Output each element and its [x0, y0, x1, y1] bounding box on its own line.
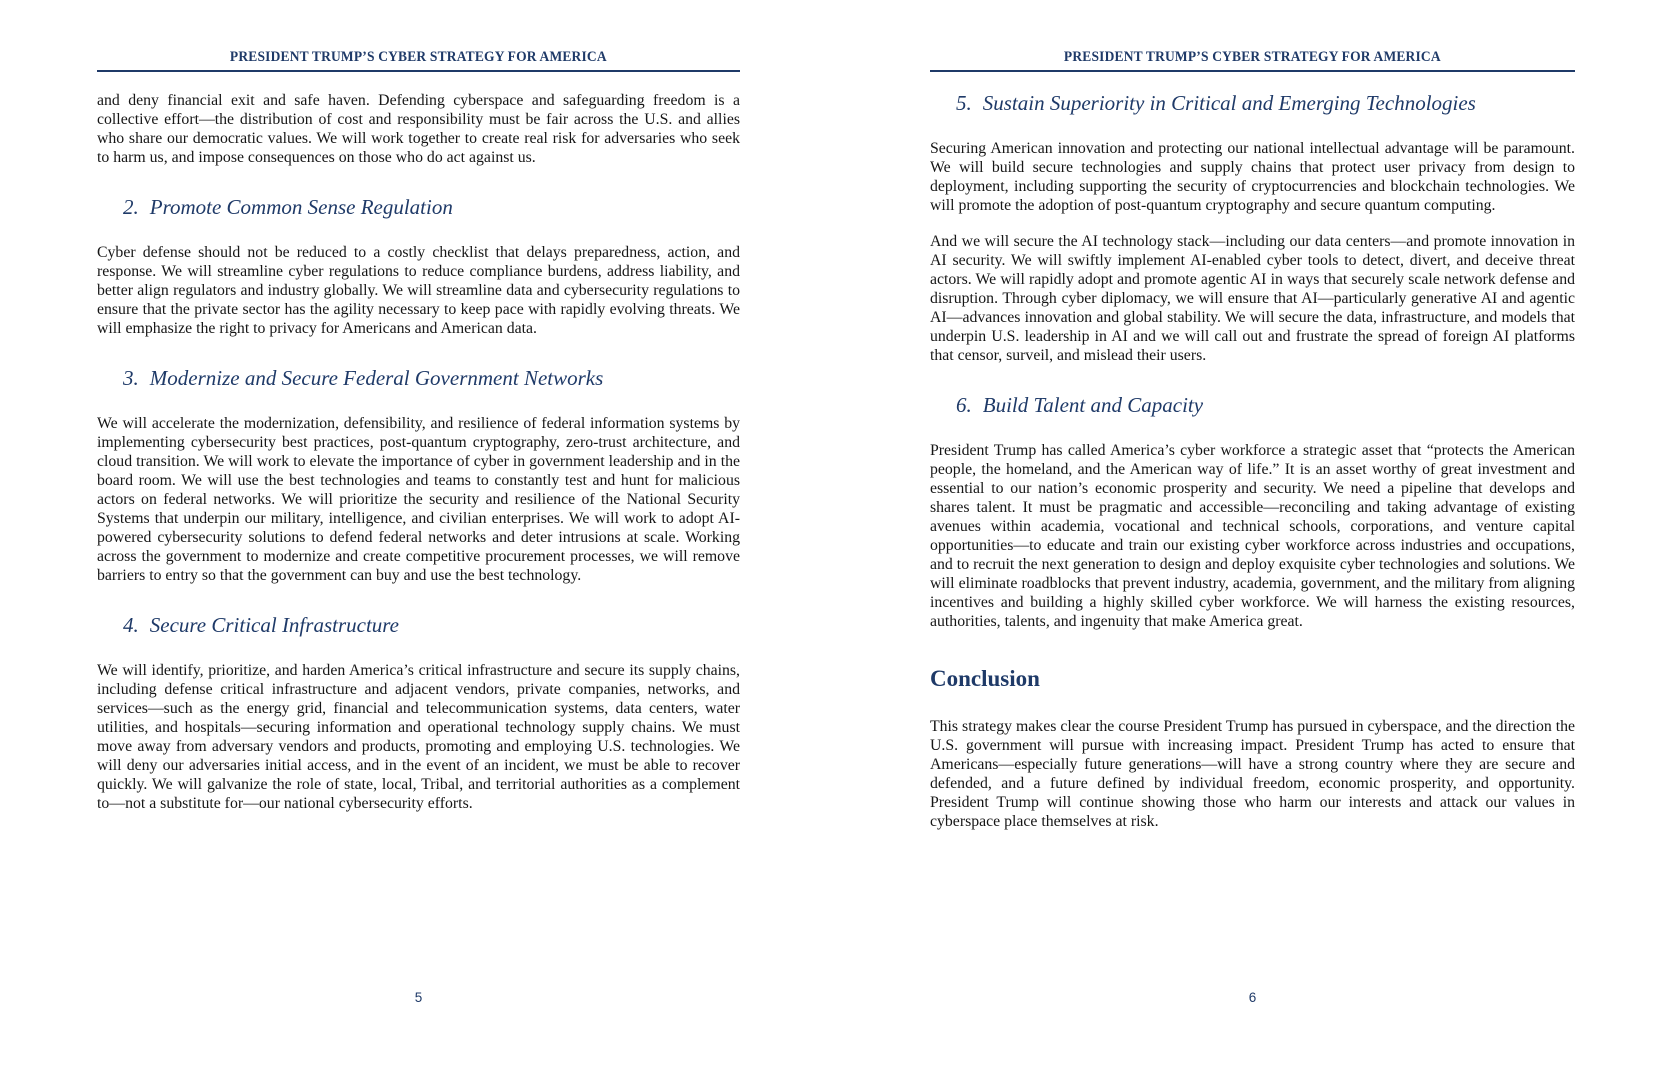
page-header [930, 48, 1575, 72]
conclusion-heading: Conclusion [930, 666, 1040, 691]
section-number: 6. [956, 393, 972, 417]
page-content [97, 72, 740, 813]
page-number: 5 [414, 990, 423, 1005]
section-title: Sustain Superiority in Critical and Emerging Technologies [982, 91, 1476, 115]
section-title: Build Talent and Capacity [982, 393, 1204, 417]
page-header-title: PRESIDENT TRUMP’S CYBER STRATEGY FOR AMERICA [1064, 49, 1441, 65]
section-number: 2. [123, 195, 139, 219]
page-content [930, 72, 1575, 831]
section-heading [956, 393, 1575, 418]
page-left [97, 0, 740, 1080]
body-paragraph: And we will secure the AI technology stack—including our data centers—and promote innovation in AI security. We will swiftly implement AI-enabled cyber tools to detect, divert, and deceive threat actors. We will rapidly adopt and promote agentic AI in ways that securely scale network defense and disruption. Through cyber diplomacy, we will ensure that AI—particularly generative AI and agentic AI—advances innovation and global stability. We will secure the data, infrastructure, and models that underpin U.S. leadership in AI and we will call out and frustrate the spread of foreign AI platforms that censor, surveil, and mislead their users. [930, 233, 1575, 364]
section-number: 3. [123, 366, 139, 390]
page-number: 6 [1248, 990, 1257, 1005]
body-paragraph: Securing American innovation and protecting our national intellectual advantage will be paramount. We will build secure technologies and supply chains that protect user privacy from design to deployment, including supporting the security of cryptocurrencies and blockchain technologies. We will promote the adoption of post-quantum cryptography and secure quantum computing. [930, 140, 1575, 214]
section-heading [956, 91, 1575, 116]
section-title: Modernize and Secure Federal Government Networks [149, 366, 604, 390]
page-right [930, 0, 1575, 1080]
section-heading [123, 366, 740, 391]
body-paragraph: President Trump has called America’s cyber workforce a strategic asset that “protects the American people, the homeland, and the American way of life.” It is an asset worthy of great investment and essential to our nation’s economic prosperity and security. We need a pipeline that develops and shares talent. It must be pragmatic and accessible—reconciling and taking advantage of existing avenues within academia, vocational and technical schools, corporations, and venture capital opportunities—to educate and train our existing cyber workforce across industries and occupations, and to recruit the next generation to design and deploy exquisite cyber technologies and solutions. We will eliminate roadblocks that prevent industry, academia, government, and the military from aligning incentives and building a highly skilled cyber workforce. We will harness the existing resources, authorities, talents, and ingenuity that make America great. [930, 442, 1575, 630]
section-heading [123, 195, 740, 220]
section-number: 4. [123, 613, 139, 637]
body-paragraph: and deny financial exit and safe haven. Defending cyberspace and safeguarding freedom is a collective effort—the distribution of cost and responsibility must be fair across the U.S. and allies who share our democratic values. We will work together to create real risk for adversaries who seek to harm us, and impose consequences on those who do act against us. [97, 92, 740, 166]
section-title: Secure Critical Infrastructure [149, 613, 399, 637]
section-title: Promote Common Sense Regulation [149, 195, 453, 219]
body-paragraph: We will identify, prioritize, and harden America’s critical infrastructure and secure its supply chains, including defense critical infrastructure and adjacent vendors, private companies, networks, and services—such as the energy grid, financial and telecommunication systems, data centers, water utilities, and hospitals—securing information and operational technology supply chains. We must move away from adversary vendors and products, promoting and employing U.S. technologies. We will deny our adversaries initial access, and in the event of an incident, we must be able to recover quickly. We will galvanize the role of state, local, Tribal, and territorial authorities as a complement to—not a substitute for—our national cybersecurity efforts. [97, 662, 740, 812]
body-paragraph: Cyber defense should not be reduced to a costly checklist that delays preparedness, action, and response. We will streamline cyber regulations to reduce compliance burdens, address liability, and better align regulators and industry globally. We will streamline data and cybersecurity regulations to ensure that the private sector has the agility necessary to keep pace with rapidly evolving threats. We will emphasize the right to privacy for Americans and American data. [97, 244, 740, 337]
section-heading [123, 613, 740, 638]
body-paragraph: We will accelerate the modernization, defensibility, and resilience of federal information systems by implementing cybersecurity best practices, post-quantum cryptography, zero-trust architecture, and cloud transition. We will work to elevate the importance of cyber in government leadership and in the board room. We will use the best technologies and teams to constantly test and hunt for malicious actors on federal networks. We will prioritize the security and resilience of the National Security Systems that underpin our military, intelligence, and civilian enterprises. We will work to adopt AI-powered cybersecurity solutions to defend federal networks and deter intrusions at scale. Working across the government to modernize and create competitive procurement processes, we will remove barriers to entry so that the government can buy and use the best technology. [97, 415, 740, 584]
section-number: 5. [956, 91, 972, 115]
page-header [97, 48, 740, 72]
page-header-title: PRESIDENT TRUMP’S CYBER STRATEGY FOR AMERICA [230, 49, 607, 65]
body-paragraph: This strategy makes clear the course President Trump has pursued in cyberspace, and the direction the U.S. government will pursue with increasing impact. President Trump has acted to ensure that Americans—especially future generations—will have a strong country where they are secure and defended, and a future defined by individual freedom, economic prosperity, and opportunity. President Trump will continue showing those who harm our interests and attack our values in cyberspace place themselves at risk. [930, 718, 1575, 830]
